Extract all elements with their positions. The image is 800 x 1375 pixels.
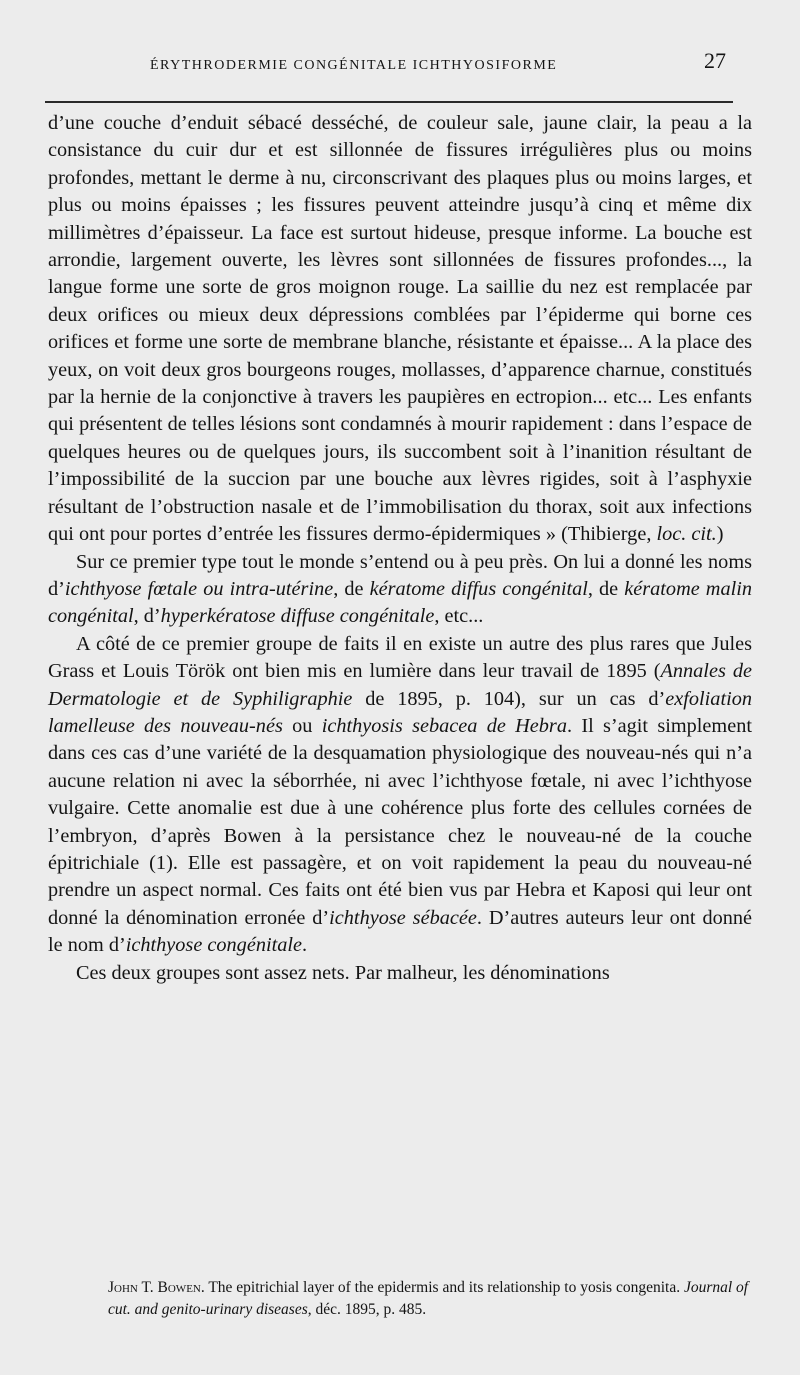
footnote-text-before: The epitrichial layer of the epidermis and its relationship to yosis congenita. <box>204 1279 684 1296</box>
text-run: , de <box>333 577 370 600</box>
page-number: 27 <box>704 48 726 73</box>
text-run: Sur ce premier type tout le monde s’entend ou à peu près. On lui a donné les noms d’ <box>48 550 752 600</box>
text-run: . <box>302 934 308 957</box>
italic-phrase: ichthyosis sebacea de Hebra <box>321 714 567 737</box>
body-text <box>48 110 752 987</box>
paragraph <box>48 549 752 631</box>
footnote <box>108 1277 758 1321</box>
italic-phrase: ichthyose fœtale ou intra-utérine <box>64 577 334 600</box>
text-run: Ces deux groupes sont assez nets. Par malheur, les dénominations <box>76 961 610 984</box>
italic-phrase: hyperkératose diffuse congénitale <box>160 605 435 628</box>
text-run: ) <box>716 523 724 546</box>
footnote-author: John T. Bowen. <box>108 1279 205 1296</box>
text-run: . D’autres auteurs leur ont donné le nom d’ <box>48 906 753 957</box>
paragraph <box>48 631 752 960</box>
italic-phrase: kératome malin congénital <box>48 577 752 628</box>
italic-phrase: kératome diffus congénital <box>369 577 588 600</box>
text-run: d’une couche d’enduit sébacé desséché, de couleur sale, jaune clair, la peau a la consistance du cuir dur et est sillonnée de fissures irrégulières plus ou moins profondes, mettant le derme à nu, circonscrivant des plaques plus ou moins larges, et plus ou moins épaisses ; les fissures peuvent atteindre jusqu’à cinq et même dix millimètres d’épaisseur. La face est surtout hideuse, presque informe. La bouche est arrondie, largement ouverte, les lèvres sont sillonnées de fissures profondes..., la langue forme une sorte de gros moignon rouge. La saillie du nez est remplacée par deux orifices ou mieux deux dépressions comblées par l’épiderme qui borne ces orifices et forme une sorte de membrane blanche, résistante et épaisse... A la place des yeux, on voit deux gros bourgeons rouges, mollasses, d’apparence charnue, constitués par la hernie de la conjonctive à travers les paupières en ectropion... etc... Les enfants qui présentent de telles lésions sont condamnés à mourir rapidement : dans l’espace de quelques heures ou de quelques jours, ils succombent soit à l’inanition résultant de l’impossibilité de la succion par une bouche aux lèvres rigides, soit à l’asphyxie résultant de l’obstruction nasale et de l’immobilisation du thorax, soit aux infections qui ont pour portes d’entrée les fissures dermo-épidermiques » (Thibierge, <box>48 112 752 546</box>
text-run: de 1895, p. 104), sur un cas d’ <box>352 687 666 710</box>
text-run: , de <box>587 577 625 600</box>
paragraph <box>48 110 752 549</box>
italic-phrase: loc. cit. <box>656 523 717 546</box>
text-run: A côté de ce premier groupe de faits il en existe un autre des plus rares que Jules Grass et Louis Török ont bien mis en lumière dans leur travail de 1895 ( <box>48 632 752 683</box>
italic-phrase: ichthyose congénitale <box>125 934 303 957</box>
footnote-text-after: , déc. 1895, p. 485. <box>307 1301 427 1318</box>
paragraph <box>48 960 752 987</box>
text-run: ou <box>282 714 322 737</box>
running-title: ÉRYTHRODERMIE CONGÉNITALE ICHTHYOSIFORME <box>150 58 558 73</box>
header-rule <box>45 101 733 103</box>
text-run: . Il s’agit simplement dans ces cas d’une variété de la desquamation physiologique des nouveau-nés qui n’a aucune relation ni avec la séborrhée, ni avec l’ichthyose fœtale, ni avec l’ichthyose vulgaire. Cette anomalie est due à une cohérence plus forte des cellules cornées de l’embryon, d’après Bowen à la persistance chez le nouveau-né de la couche épitrichiale (1). Elle est passagère, et on voit rapidement la peau du nouveau-né prendre un aspect normal. Ces faits ont été bien vus par Hebra et Kaposi qui leur ont donné la dénomination erronée d’ <box>48 714 752 929</box>
italic-phrase: Annales de Dermatologie et de Syphiligraphie <box>48 660 752 710</box>
italic-phrase: exfoliation lamelleuse des nouveau-nés <box>48 687 752 737</box>
footnote-journal: Journal of cut. and genito-urinary diseases <box>108 1279 749 1318</box>
text-run: , etc... <box>434 605 484 628</box>
italic-phrase: ichthyose sébacée <box>329 906 477 929</box>
text-run: , d’ <box>133 605 161 628</box>
